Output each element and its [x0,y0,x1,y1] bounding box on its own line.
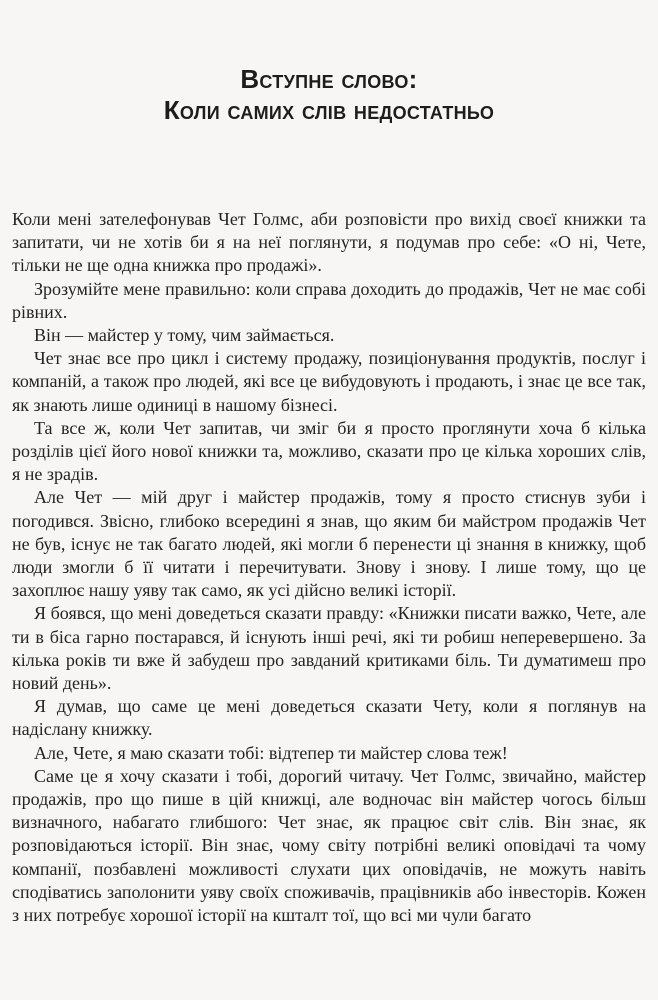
paragraph: Але, Чете, я маю сказати тобі: відтепер ти майстер слова теж! [34,742,508,763]
paragraph: Я думав, що саме це мені доведеться сказати Чету, коли я поглянув на надіслану книжку. [12,696,646,740]
body-text [12,208,646,927]
chapter-title [12,64,646,126]
paragraph: Чет знає все про цикл і систему продажу, позиціонування продуктів, послуг і компаній, а також про людей, які все це вибудовують і продають, і знає це все так, як знають лише одиниці в нашому бізнесі. [12,348,646,415]
paragraph: Але Чет — мій друг і майстер продажів, тому я просто стиснув зуби і погодився. Звісно, глибоко всередині я знав, що яким би майстром продажів Чет не був, існує не так багато людей, які могли б перенести ці знання в книжку, щоб люди змогли б її читати і перечитувати. Знову і знову. І лише тому, що це захоплює нашу уяву так само, як усі дійсно великі історії. [12,487,646,601]
paragraph: Коли мені зателефонував Чет Голмс, аби розповісти про вихід своєї книжки та запитати, чи не хотів би я на неї поглянути, я подумав про себе: «О ні, Чете, тільки не ще одна книжка про продажі». [12,209,646,276]
chapter-title-line-1: Вступне слово: [240,64,418,94]
paragraph: Саме це я хочу сказати і тобі, дорогий читачу. Чет Голмс, звичайно, майстер продажів, про що пише в цій книжці, але водночас він майстер чогось більш визначного, набагато глибшого: Чет знає, як працює світ слів. Він знає, як розповідаються історії. Він знає, чому світу потрібні великі оповідачі та чому компанії, позбавлені можливості слухати цих оповідачів, не можуть навіть сподіватись заполонити уяву своїх споживачів, працівників або інвесторів. Кожен з них потребує хорошої історії на кшталт тої, що всі ми чули багато [12,765,646,926]
paragraph: Я боявся, що мені доведеться сказати правду: «Книжки писати важко, Чете, але ти в біса гарно постарався, й існують інші речі, які ти робиш неперевершено. За кілька років ти вже й забудеш про завданий критиками біль. Ти думатимеш про новий день». [12,603,646,694]
chapter-title-line-2: Коли самих слів недостатньо [163,95,495,125]
paragraph: Зрозумійте мене правильно: коли справа доходить до продажів, Чет не має собі рівних. [12,278,646,322]
paragraph: Та все ж, коли Чет запитав, чи зміг би я просто проглянути хоча б кілька розділів цієї його нової книжки та, можливо, сказати про це кілька хороших слів, я не зрадів. [12,417,646,485]
paragraph: Він — майстер у тому, чим займається. [34,325,335,346]
